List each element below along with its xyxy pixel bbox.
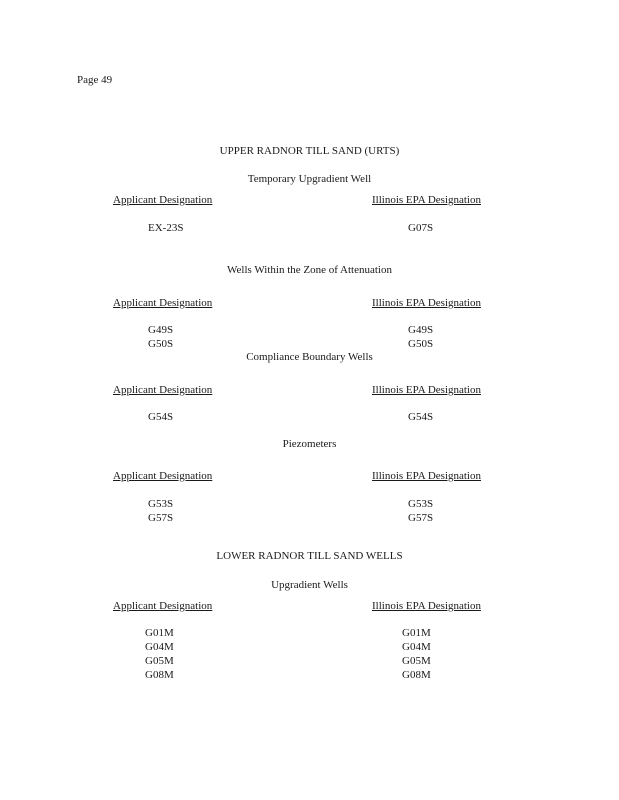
subsection-heading-temporary: Temporary Upgradient Well — [247, 173, 372, 185]
epa-designation-value: G01M — [402, 627, 431, 639]
subsection-heading-compliance: Compliance Boundary Wells — [246, 351, 373, 363]
page-number: Page 49 — [77, 74, 113, 86]
applicant-designation-value: G01M — [145, 627, 174, 639]
column-header-applicant: Applicant Designation — [113, 297, 213, 309]
column-header-applicant: Applicant Designation — [113, 194, 213, 206]
subsection-heading-attenuation: Wells Within the Zone of Attenuation — [227, 264, 392, 276]
applicant-designation-value: G05M — [145, 655, 174, 667]
applicant-designation-value: G08M — [145, 669, 174, 681]
epa-designation-value: G49S — [408, 324, 434, 336]
applicant-designation-value: G57S — [148, 512, 174, 524]
column-header-epa: Illinois EPA Designation — [372, 600, 481, 612]
subsection-heading-upgradient: Upgradient Wells — [271, 579, 348, 591]
epa-designation-value: G05M — [402, 655, 431, 667]
applicant-designation-value: G50S — [148, 338, 174, 350]
applicant-designation-value: G53S — [148, 498, 174, 510]
epa-designation-value: G50S — [408, 338, 434, 350]
epa-designation-value: G08M — [402, 669, 431, 681]
column-header-applicant: Applicant Designation — [113, 470, 213, 482]
subsection-heading-piezometers: Piezometers — [282, 438, 337, 450]
epa-designation-value: G54S — [408, 411, 434, 423]
epa-designation-value: G04M — [402, 641, 431, 653]
column-header-epa: Illinois EPA Designation — [372, 384, 481, 396]
column-header-applicant: Applicant Designation — [113, 600, 213, 612]
epa-designation-value: G53S — [408, 498, 434, 510]
applicant-designation-value: EX-23S — [148, 222, 184, 234]
column-header-epa: Illinois EPA Designation — [372, 297, 481, 309]
column-header-epa: Illinois EPA Designation — [372, 194, 481, 206]
applicant-designation-value: G54S — [148, 411, 174, 423]
epa-designation-value: G57S — [408, 512, 434, 524]
epa-designation-value: G07S — [408, 222, 434, 234]
applicant-designation-value: G49S — [148, 324, 174, 336]
section-title-urts: UPPER RADNOR TILL SAND (URTS) — [219, 145, 400, 157]
applicant-designation-value: G04M — [145, 641, 174, 653]
column-header-applicant: Applicant Designation — [113, 384, 213, 396]
section-title-lrts: LOWER RADNOR TILL SAND WELLS — [216, 550, 403, 562]
column-header-epa: Illinois EPA Designation — [372, 470, 481, 482]
